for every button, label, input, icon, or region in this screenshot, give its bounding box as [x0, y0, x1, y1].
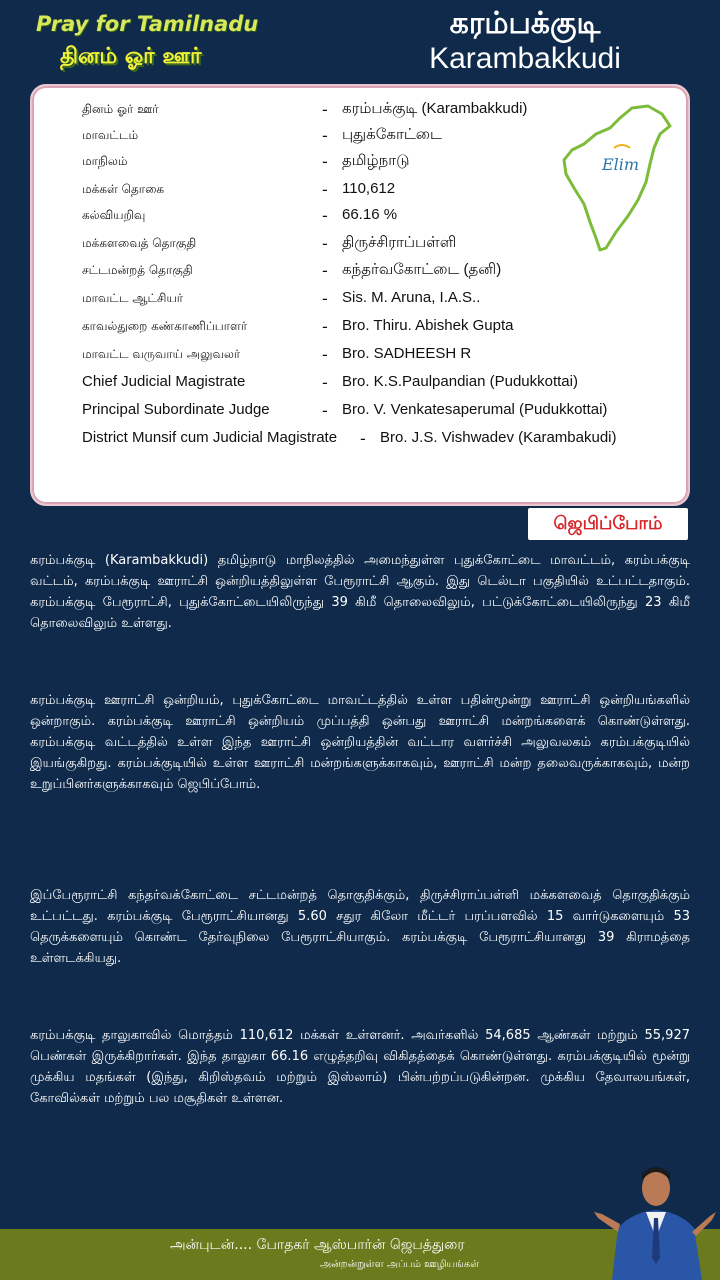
info-label: மக்களவைத் தொகுதி: [82, 236, 197, 250]
elim-logo: Elim: [602, 155, 640, 174]
info-value: Bro. V. Venkatesaperumal (Pudukkottai): [342, 401, 608, 418]
pray-banner: ஜெபிப்போம்: [528, 508, 688, 540]
info-label: மாவட்ட ஆட்சியர்: [82, 291, 184, 305]
info-label: மாவட்ட வருவாய் அலுவலர்: [82, 347, 241, 361]
info-separator: -: [322, 152, 328, 171]
info-label: District Munsif cum Judicial Magistrate: [82, 429, 338, 446]
footer-signature: அன்புடன்.... போதகர் ஆஸ்பார்ன் ஜெபத்துரை: [170, 1237, 465, 1253]
info-separator: -: [322, 234, 328, 253]
series-title: தினம் ஓர் ஊர்: [60, 44, 202, 69]
info-value: Bro. Thiru. Abishek Gupta: [342, 317, 514, 334]
paragraph-town-panchayat: இப்பேரூராட்சி கந்தர்வக்கோட்டை சட்டமன்றத் தொகுதிக்கும், திருச்சிராப்பள்ளி மக்களவைத் தொகுதிக்கும் உட்பட்டது. கரம்பக்குடி பேரூராட்சியானது 5.60 சதுர கிலோ மீட்டர் பரப்பளவில் 15 வார்டுகளையும் 53 தெருக்களையும் கொண்ட தேர்வுநிலை பேரூராட்சியாகும். கரம்பக்குடி பேரூராட்சியானது 39 கிராமத்தை உள்ளடக்கியது.: [30, 888, 690, 966]
info-separator: -: [322, 100, 328, 119]
paragraph-union: கரம்பக்குடி ஊராட்சி ஒன்றியம், புதுக்கோட்டை மாவட்டத்தில் உள்ள பதின்மூன்று ஊராட்சி ஒன்றியங்களில் ஒன்றாகும். கரம்பக்குடி ஊராட்சி ஒன்றியம் முப்பத்தி ஒன்பது ஊராட்சி மன்றங்களைக் கொண்டுள்ளது. கரம்பக்குடி வட்டத்தில் உள்ள இந்த ஊராட்சி ஒன்றியத்தின் வட்டார வளர்ச்சி அலுவலகம் கரம்பக்குடியில் இயங்குகிறது. கரம்பக்குடியில் உள்ள ஊராட்சி மன்றங்களுக்காகவும், ஊராட்சி மன்ற தலைவருக்காகவும், மன்ற உறுப்பினர்களுக்காகவும் ஜெபிப்போம்.: [30, 693, 690, 792]
info-separator: -: [322, 289, 328, 308]
pastor-photo: [592, 1158, 720, 1280]
info-label: Principal Subordinate Judge: [82, 401, 270, 418]
info-value: Bro. K.S.Paulpandian (Pudukkottai): [342, 373, 578, 390]
info-separator: -: [360, 429, 366, 448]
info-separator: -: [322, 317, 328, 336]
town-name-english: Karambakkudi: [429, 42, 621, 75]
info-value: கரம்பக்குடி (Karambakkudi): [342, 100, 528, 117]
info-label: Chief Judicial Magistrate: [82, 373, 246, 390]
info-value: திருச்சிராப்பள்ளி: [342, 234, 457, 251]
info-value: தமிழ்நாடு: [342, 152, 410, 169]
info-value: புதுக்கோட்டை: [342, 126, 442, 143]
info-card: [30, 84, 690, 506]
info-value: Sis. M. Aruna, I.A.S..: [342, 289, 481, 306]
info-separator: -: [322, 373, 328, 392]
header: [0, 0, 720, 82]
info-value: கந்தர்வகோட்டை (தனி): [342, 261, 502, 278]
info-separator: -: [322, 206, 328, 225]
info-label: மாநிலம்: [82, 154, 128, 168]
town-name-tamil: கரம்பக்குடி: [449, 6, 601, 41]
info-label: மாவட்டம்: [82, 128, 139, 142]
info-value: 66.16 %: [342, 206, 398, 223]
info-label: சட்டமன்றத் தொகுதி: [82, 263, 193, 277]
paragraph-population: கரம்பக்குடி தாலுகாவில் மொத்தம் 110,612 மக்கள் உள்ளனர். அவர்களில் 54,685 ஆண்கள் மற்றும் 55,927 பெண்கள் இருக்கிறார்கள். இந்த தாலுகா 66.16 எழுத்தறிவு விகிதத்தைக் கொண்டுள்ளது. கரம்பக்குடியில் மூன்று முக்கிய மதங்கள் (இந்து, கிறிஸ்தவம் மற்றும் இஸ்லாம்) பின்பற்றப்படுகின்றன. முக்கிய தேவாலயங்கள், கோவில்கள் மற்றும் பல மசூதிகள் உள்ளன.: [30, 1028, 690, 1106]
info-separator: -: [322, 401, 328, 420]
info-label: தினம் ஓர் ஊர்: [82, 102, 159, 116]
paragraph-intro: கரம்பக்குடி (Karambakkudi) தமிழ்நாடு மாநிலத்தில் அமைந்துள்ள புதுக்கோட்டை மாவட்டம், கரம்பக்குடி வட்டம், கரம்பக்குடி ஊராட்சி ஒன்றியத்திலுள்ள பேரூராட்சி ஆகும். இது டெல்டா பகுதியில் உட்பட்டதாகும். கரம்பக்குடி பேரூராட்சி, புதுக்கோட்டையிலிருந்து 39 கிமீ தொலைவிலும், பட்டுக்கோட்டையிலிருந்து 23 கிமீ தொலைவிலும் உள்ளது.: [30, 553, 690, 631]
info-value: 110,612: [342, 180, 396, 197]
info-separator: -: [322, 180, 328, 199]
info-label: மக்கள் தொகை: [82, 182, 165, 196]
info-label: காவல்துறை கண்காணிப்பாளர்: [82, 319, 248, 333]
tamilnadu-map-icon: [562, 104, 672, 254]
pray-for-tamilnadu-title: Pray for Tamilnadu: [36, 12, 259, 36]
info-separator: -: [322, 345, 328, 364]
info-separator: -: [322, 126, 328, 145]
info-value: Bro. J.S. Vishwadev (Karambakudi): [380, 429, 617, 446]
info-separator: -: [322, 261, 328, 280]
footer-ministry: அன்றன்றுள்ள அப்பம் ஊழியங்கள்: [320, 1259, 480, 1270]
info-label: கல்வியறிவு: [82, 208, 146, 222]
info-value: Bro. SADHEESH R: [342, 345, 472, 362]
